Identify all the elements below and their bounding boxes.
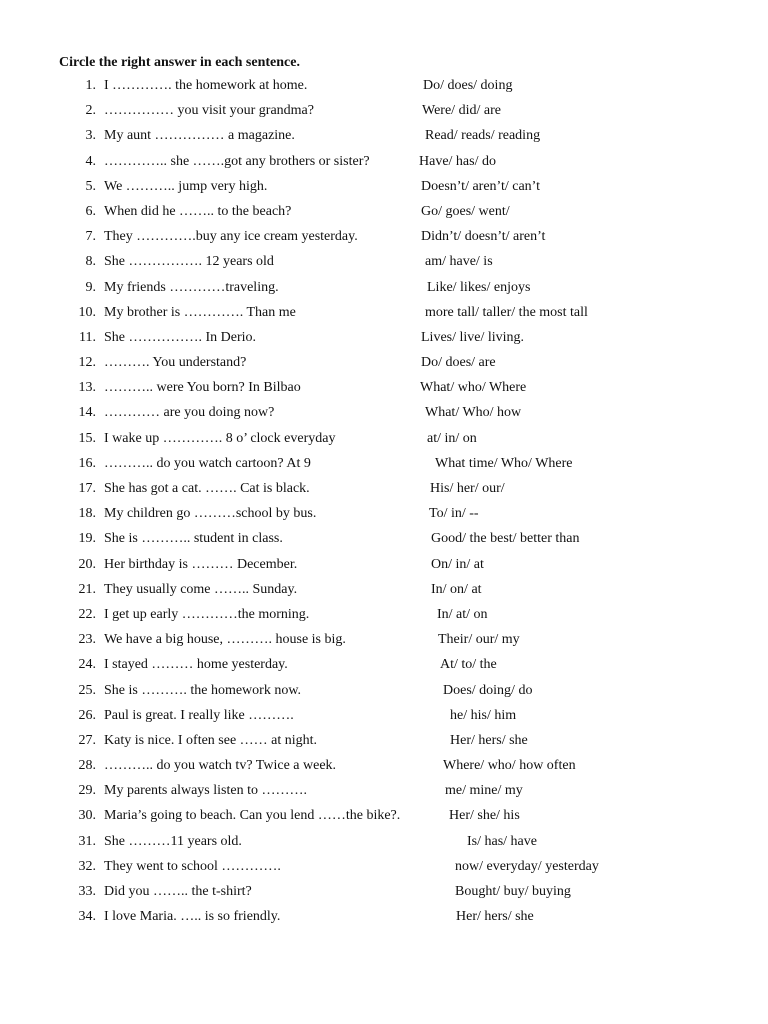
answer-options: now/ everyday/ yesterday [455,858,599,874]
exercise-item [0,632,768,657]
item-sentence: They ………….buy any ice cream yesterday. [104,229,358,245]
exercise-item [0,657,768,682]
item-sentence: She has got a cat. ……. Cat is black. [104,481,310,496]
item-number: 10. [78,304,96,320]
item-number: 11. [79,329,96,345]
item-sentence: They went to school …………. [104,858,281,874]
item-number: 7. [85,229,96,245]
item-sentence: …………… you visit your grandma? [104,103,314,119]
answer-options: Good/ the best/ better than [431,531,580,547]
exercise-item [0,758,768,783]
answer-options: am/ have/ is [425,254,493,270]
item-sentence: My friends …………traveling. [104,279,279,295]
item-sentence: Did you …….. the t-shirt? [104,884,252,899]
item-number: 25. [78,682,96,698]
exercise-item [0,254,768,279]
item-sentence: ……….. do you watch cartoon? At 9 [104,455,311,471]
answer-options: Doesn’t/ aren’t/ can’t [421,178,540,194]
exercise-item [0,531,768,556]
answer-options: To/ in/ -- [429,506,479,522]
item-sentence: I love Maria. ….. is so friendly. [104,909,281,925]
exercise-item [0,859,768,884]
item-sentence: My children go ………school by bus. [104,506,317,522]
item-sentence: Katy is nice. I often see …… at night. [104,732,318,748]
answer-options: Does/ doing/ do [443,682,533,698]
item-number: 8. [85,254,96,270]
item-number: 33. [78,884,96,899]
answer-options: On/ in/ at [431,556,484,572]
exercise-item [0,607,768,632]
item-sentence: My parents always listen to ………. [104,783,307,799]
item-number: 26. [78,707,96,723]
item-sentence: My brother is …………. Than me [104,304,296,320]
answer-options: Lives/ live/ living. [421,329,525,345]
exercise-item [0,405,768,430]
exercise-item [0,431,768,456]
item-number: 9. [85,279,96,295]
item-number: 6. [85,203,96,219]
answer-options: Do/ does/ doing [423,78,513,93]
item-number: 18. [78,506,96,522]
exercise-list [0,78,768,934]
item-number: 30. [78,808,96,824]
exercise-item [0,380,768,405]
item-sentence: She ……………. 12 years old [104,254,274,270]
answer-options: Do/ does/ are [421,355,496,371]
exercise-item [0,229,768,254]
item-sentence: ……….. do you watch tv? Twice a week. [104,758,337,774]
item-sentence: Her birthday is ……… December. [104,556,298,572]
item-sentence: She is ………. the homework now. [104,682,302,698]
answer-options: Bought/ buy/ buying [455,884,571,899]
item-number: 29. [78,783,96,799]
item-number: 5. [85,178,96,194]
answer-options: more tall/ taller/ the most tall [425,304,588,320]
item-number: 21. [78,581,96,597]
item-number: 31. [78,833,96,849]
answer-options: Go/ goes/ went/ [421,203,510,219]
exercise-item [0,582,768,607]
exercise-item [0,280,768,305]
answer-options: at/ in/ on [427,430,477,446]
item-number: 14. [78,405,96,421]
exercise-item [0,808,768,833]
item-number: 17. [78,481,96,496]
answer-options: Where/ who/ how often [443,758,576,774]
item-sentence: They usually come …….. Sunday. [104,581,298,597]
exercise-item [0,506,768,531]
answer-options: Her/ hers/ she [450,732,528,748]
item-sentence: Maria’s going to beach. Can you lend ……the bike?. [104,808,401,824]
item-number: 28. [78,758,96,774]
item-sentence: I …………. the homework at home. [104,78,308,93]
item-sentence: She ………11 years old. [104,833,242,849]
item-number: 19. [78,531,96,547]
item-sentence: I wake up …………. 8 o’ clock everyday [104,430,336,446]
answer-options: What/ who/ Where [420,380,527,396]
exercise-item [0,103,768,128]
exercise-item [0,305,768,330]
item-number: 1. [85,78,96,93]
answer-options: Her/ she/ his [449,808,520,824]
item-number: 13. [78,380,96,396]
answer-options: he/ his/ him [450,707,517,723]
answer-options: Read/ reads/ reading [425,128,541,144]
item-sentence: ………….. she …….got any brothers or sister? [104,153,370,169]
item-number: 20. [78,556,96,572]
item-sentence: I stayed ……… home yesterday. [104,657,288,673]
exercise-item [0,708,768,733]
item-sentence: We have a big house, ………. house is big. [104,632,346,648]
item-number: 2. [85,103,96,119]
answer-options: In/ at/ on [437,606,488,622]
item-sentence: My aunt …………… a magazine. [104,128,295,144]
worksheet-instruction: Circle the right answer in each sentence. [59,55,300,70]
item-sentence: We ……….. jump very high. [104,178,268,194]
answer-options: Have/ has/ do [419,153,496,169]
item-number: 16. [78,455,96,471]
answer-options: Were/ did/ are [422,103,501,119]
answer-options: Didn’t/ doesn’t/ aren’t [421,229,546,245]
exercise-item [0,78,768,103]
item-number: 4. [85,153,96,169]
item-sentence: She is ……….. student in class. [104,531,283,547]
exercise-item [0,834,768,859]
answer-options: What/ Who/ how [425,405,522,421]
exercise-item [0,355,768,380]
item-sentence: I get up early …………the morning. [104,606,310,622]
item-number: 32. [78,858,96,874]
item-number: 3. [85,128,96,144]
exercise-item [0,683,768,708]
answer-options: What time/ Who/ Where [435,455,573,471]
answer-options: Her/ hers/ she [456,909,534,925]
exercise-item [0,179,768,204]
answer-options: Like/ likes/ enjoys [427,279,531,295]
answer-options: Is/ has/ have [467,833,537,849]
answer-options: In/ on/ at [431,581,482,597]
exercise-item [0,204,768,229]
exercise-item [0,733,768,758]
item-sentence: She ……………. In Derio. [104,329,257,345]
exercise-item [0,557,768,582]
item-number: 22. [78,606,96,622]
answer-options: His/ her/ our/ [430,481,505,496]
item-number: 24. [78,657,96,673]
item-sentence: When did he …….. to the beach? [104,203,292,219]
exercise-item [0,456,768,481]
exercise-item [0,330,768,355]
answer-options: me/ mine/ my [445,783,523,799]
item-number: 23. [78,632,96,648]
item-sentence: ………… are you doing now? [104,405,275,421]
item-sentence: ……….. were You born? In Bilbao [104,380,301,396]
item-number: 34. [78,909,96,925]
exercise-item [0,909,768,934]
exercise-item [0,884,768,909]
answer-options: At/ to/ the [440,657,497,673]
exercise-item [0,481,768,506]
item-number: 15. [78,430,96,446]
item-sentence: ………. You understand? [104,355,247,371]
item-number: 27. [78,732,96,748]
exercise-item [0,154,768,179]
exercise-item [0,783,768,808]
answer-options: Their/ our/ my [438,632,520,648]
exercise-item [0,128,768,153]
item-sentence: Paul is great. I really like ………. [104,707,294,723]
item-number: 12. [78,355,96,371]
